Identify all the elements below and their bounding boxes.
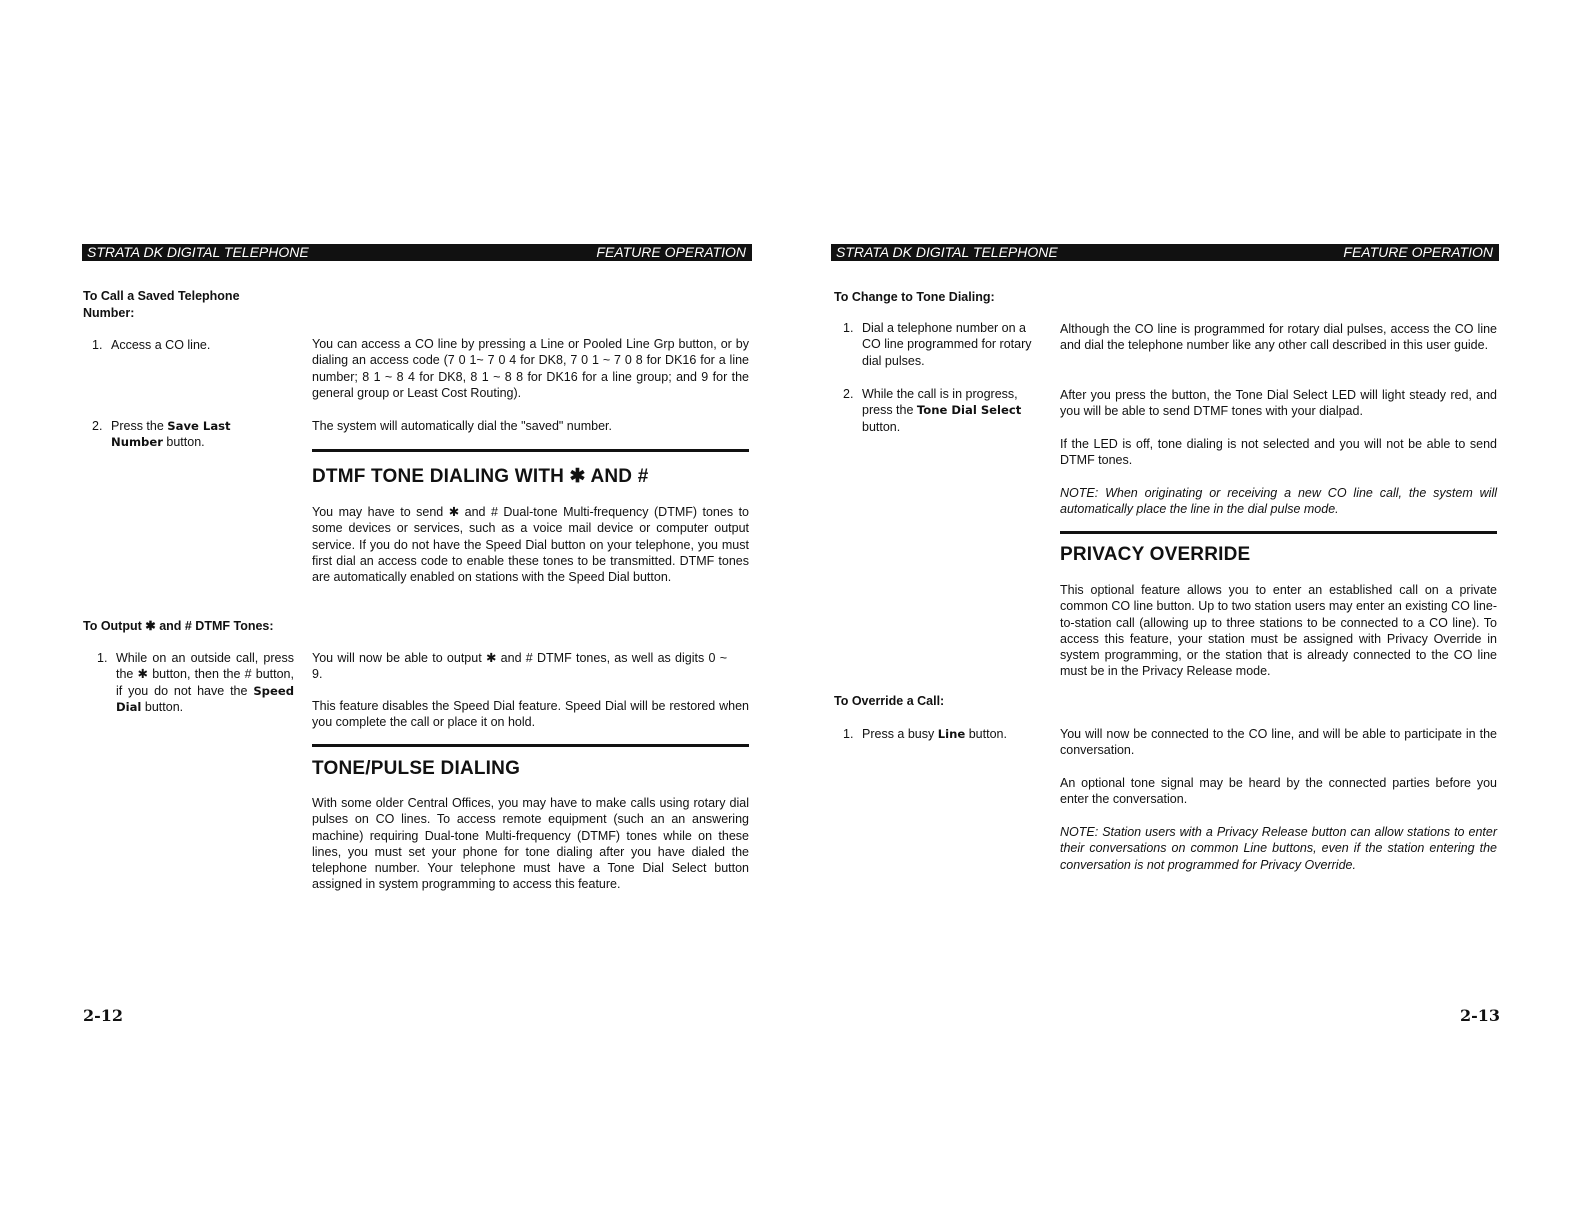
tone-pulse-section-divider (312, 744, 749, 747)
saved-number-step-1-desc: You can access a CO line by pressing a Line or Pooled Line Grp button, or by dialing an access code (7 0 1~ 7 0 4 for DK8, 7 0 1 ~ 7 0 8 for DK16 for a line number; 8 1 ~ 8 4 for DK8, 8 1 ~ 8 8 for DK16 for a line group; and 9 for the general group or Least Cost Routing). (312, 337, 749, 400)
tone-pulse-body: With some older Central Offices, you may have to make calls using rotary dial pulses on CO lines. To access remote equipment (such an an answering machine) requiring Dual-tone Multi-frequency (DTMF) tones while on these lines, you must set your phone for tone dialing after you have dialed the telephone number. Your telephone must have a Tone Dial Select button assigned in system programming to access this feature. (312, 796, 749, 892)
override-desc-1: You will now be connected to the CO line, and will be able to participate in the conversation. (1060, 727, 1497, 758)
right-page-header-bar (831, 244, 1499, 261)
tone-dial-select-key: Tone Dial Select (916, 403, 1022, 418)
override-desc-2: An optional tone signal may be heard by the connected parties before you enter the conversation. (1060, 776, 1497, 807)
tone-change-note: NOTE: When originating or receiving a new CO line call, the system will automatically place the line in the dial pulse mode. (1060, 486, 1497, 517)
tone-change-step-2-desc-2: If the LED is off, tone dialing is not selected and you will not be able to send DTMF tones. (1060, 437, 1497, 468)
tone-change-subheading: To Change to Tone Dialing: (834, 290, 995, 304)
override-note: NOTE: Station users with a Privacy Release button can allow stations to enter their conversations on common Line buttons, even if the station entering the conversation is not programmed for Privacy Override. (1060, 825, 1497, 872)
right-page-number: 2-13 (1460, 1006, 1501, 1025)
saved-number-step-1: 1. Access a CO line. (92, 338, 211, 352)
tone-change-step-1-desc: Although the CO line is programmed for rotary dial pulses, access the CO line and dial the telephone number like any other call described in this user guide. (1060, 322, 1497, 353)
right-header-section: FEATURE OPERATION (1343, 244, 1493, 260)
privacy-section-divider (1060, 531, 1497, 534)
left-page-header-bar (82, 244, 752, 261)
dtmf-output-desc-2: This feature disables the Speed Dial feature. Speed Dial will be restored when you complete the call or place it on hold. (312, 699, 749, 730)
tone-change-step-2-desc-1: After you press the button, the Tone Dial Select LED will light steady red, and you will be able to send DTMF tones with your dialpad. (1060, 388, 1497, 419)
line-key: Line (937, 727, 966, 741)
left-header-title: STRATA DK DIGITAL TELEPHONE (87, 244, 309, 260)
privacy-intro-paragraph: This optional feature allows you to enter an established call on a private common CO line button. Up to two station users may enter an existing CO line-to-station call (allowing up to three stations to be connected to a CO line). To access this feature, your station must be assigned with Privacy Override in system programming, or the station that is already connected to the CO line must be in the Privacy Release mode. (1060, 583, 1497, 679)
tone-change-step-1: 1. Dial a telephone number on a CO line programmed for rotary dial pulses. (843, 321, 1032, 368)
right-header-title: STRATA DK DIGITAL TELEPHONE (836, 244, 1058, 260)
privacy-section-heading: PRIVACY OVERRIDE (1060, 544, 1251, 565)
dtmf-output-desc-1: You will now be able to output ✱ and # DTMF tones, as well as digits 0 ~ 9. (312, 651, 727, 682)
save-last-number-key: Save Last Number (111, 419, 231, 450)
speed-dial-key: Speed Dial (116, 683, 294, 714)
dtmf-intro-paragraph: You may have to send ✱ and # Dual-tone Multi-frequency (DTMF) tones to some devices or services, such as a voice mail device or computer output service. If you do not have the Speed Dial button on your telephone, you must first dial an access code to enable these tones to be transmitted. DTMF tones are automatically enabled on stations with the Speed Dial button. (312, 505, 749, 585)
dtmf-output-subheading: To Output ✱ and # DTMF Tones: (83, 619, 274, 633)
dtmf-section-heading: DTMF TONE DIALING WITH ✱ AND # (312, 466, 649, 487)
saved-number-step-2: 2. Press the Save Last Number button. (92, 419, 231, 450)
dtmf-output-step-1: 1. While on an outside call, press the ✱ button, then the # button, if you do not have the Speed Dial button. (97, 651, 294, 714)
left-page-number: 2-12 (83, 1006, 124, 1025)
override-step-1: 1. Press a busy Line button. (843, 727, 1007, 741)
saved-number-subheading: To Call a Saved Telephone Number: (83, 289, 240, 320)
tone-change-step-2: 2. While the call is in progress, press the Tone Dial Select button. (843, 387, 1022, 434)
tone-pulse-section-heading: TONE/PULSE DIALING (312, 758, 521, 779)
left-header-section: FEATURE OPERATION (596, 244, 746, 260)
dtmf-section-divider (312, 449, 749, 452)
override-subheading: To Override a Call: (834, 694, 945, 708)
saved-number-step-2-desc: The system will automatically dial the "saved" number. (312, 419, 612, 433)
